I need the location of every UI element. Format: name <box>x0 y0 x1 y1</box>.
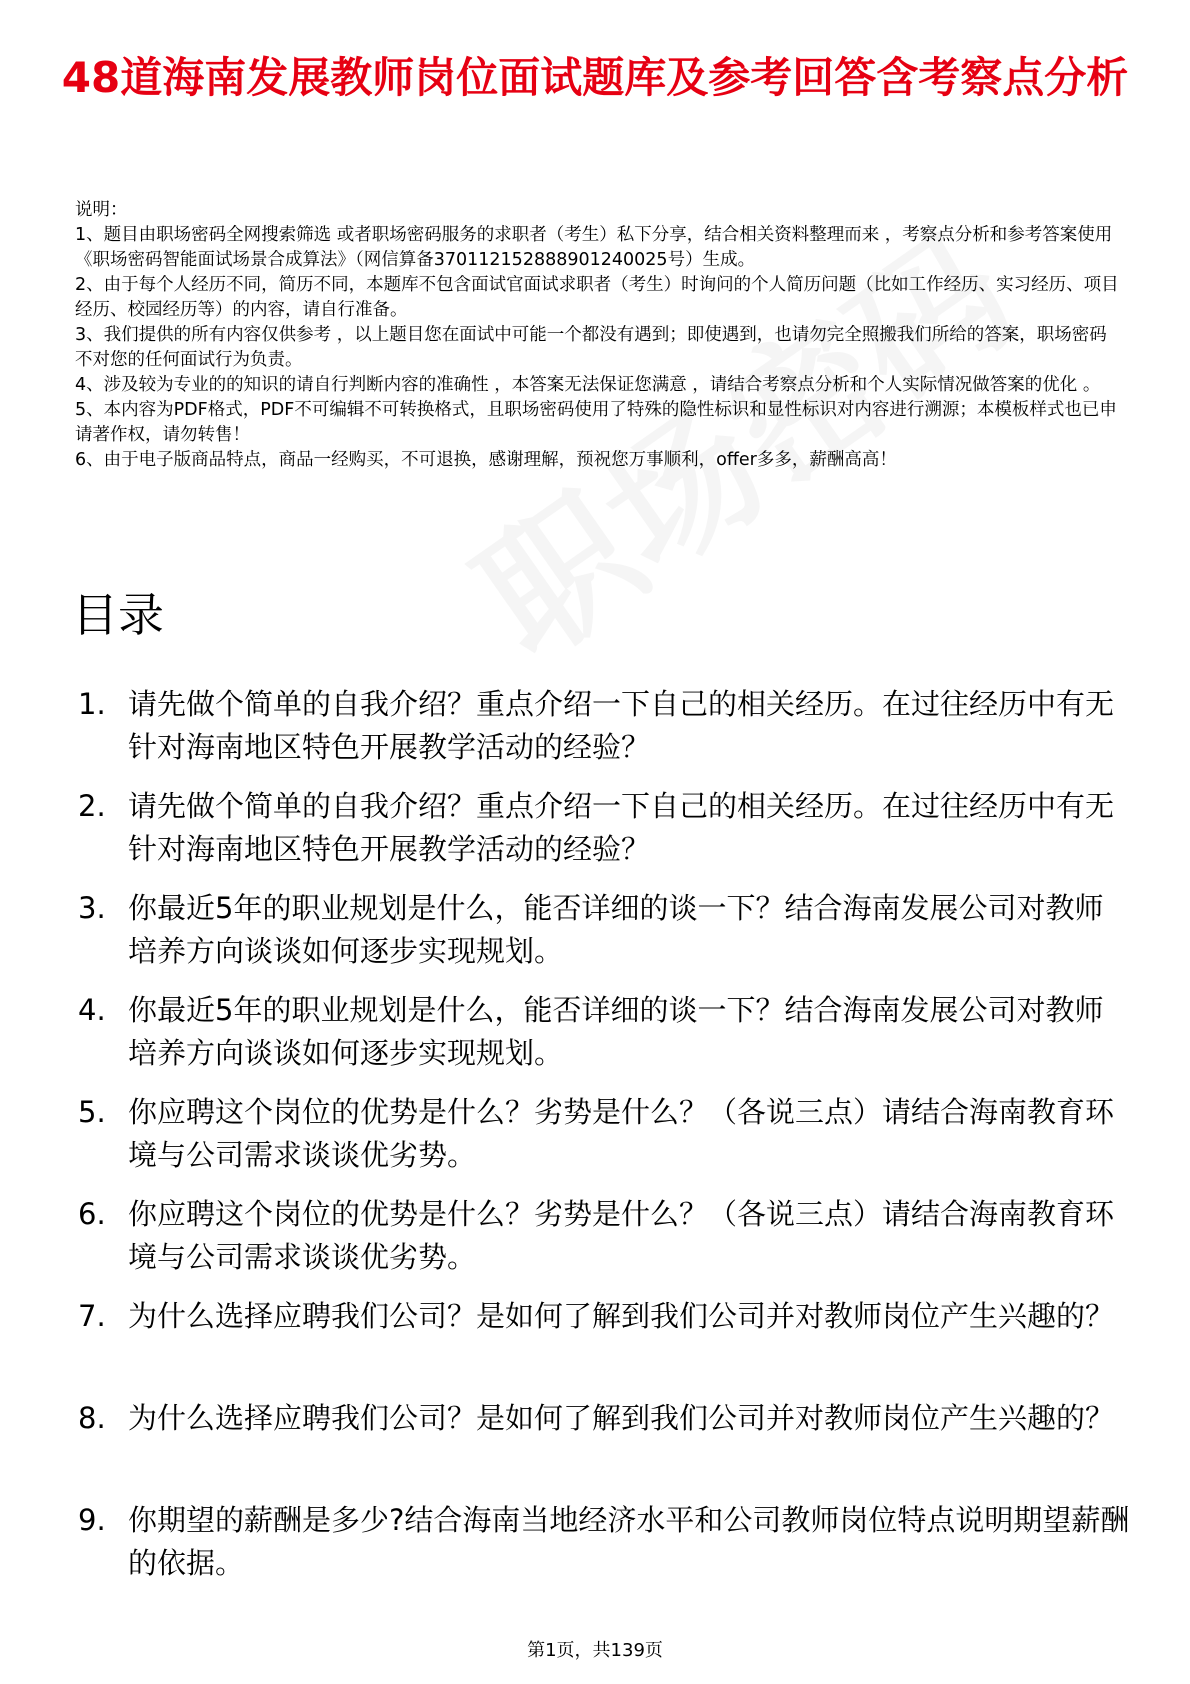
toc-item[interactable] <box>70 887 1130 973</box>
note-item: 2、由于每个人经历不同，简历不同，本题库不包含面试官面试求职者（考生）时询问的个人简历问题（比如工作经历、实习经历、项目经历、校园经历等）的内容，请自行准备。 <box>75 275 1119 320</box>
toc-item[interactable] <box>70 1295 1130 1381</box>
page-footer: 第1页，共139页 <box>527 1640 663 1661</box>
toc-item-text: 为什么选择应聘我们公司？是如何了解到我们公司并对教师岗位产生兴趣的？ <box>128 1299 1115 1333</box>
toc-item[interactable] <box>70 785 1130 871</box>
toc-item-text: 你应聘这个岗位的优势是什么？劣势是什么？（各说三点）请结合海南教育环境与公司需求谈谈优劣势。 <box>128 1095 1115 1172</box>
toc-item[interactable] <box>70 989 1130 1075</box>
toc-item-text: 你最近5年的职业规划是什么，能否详细的谈一下？结合海南发展公司对教师培养方向谈谈如何逐步实现规划。 <box>128 891 1104 968</box>
toc-item[interactable] <box>70 683 1130 769</box>
toc-item[interactable] <box>70 1397 1130 1483</box>
toc-item-number: 1. <box>78 687 106 721</box>
notes-section <box>75 198 1120 473</box>
note-item: 1、题目由职场密码全网搜索筛选 或者职场密码服务的求职者（考生）私下分享，结合相关资料整理而来 ，考察点分析和参考答案使用《职场密码智能面试场景合成算法》（网信算备370112152888901240025号）生成。 <box>75 225 1113 270</box>
toc-item-number: 9. <box>78 1503 106 1537</box>
toc-item[interactable] <box>70 1499 1130 1585</box>
note-item: 3、我们提供的所有内容仅供参考 ，以上题目您在面试中可能一个都没有遇到；即使遇到，也请勿完全照搬我们所给的答案，职场密码不对您的任何面试行为负责。 <box>75 325 1107 370</box>
toc-item-text: 你最近5年的职业规划是什么，能否详细的谈一下？结合海南发展公司对教师培养方向谈谈如何逐步实现规划。 <box>128 993 1104 1070</box>
document-title: 48道海南发展教师岗位面试题库及参考回答含考察点分析 <box>61 53 1129 102</box>
note-item: 4、涉及较为专业的的知识的请自行判断内容的准确性 ，本答案无法保证您满意 ，请结合考察点分析和个人实际情况做答案的优化 。 <box>75 375 1101 395</box>
toc-item-number: 7. <box>78 1299 106 1333</box>
toc-item-text: 为什么选择应聘我们公司？是如何了解到我们公司并对教师岗位产生兴趣的？ <box>128 1401 1115 1435</box>
note-item: 5、本内容为PDF格式，PDF不可编辑不可转换格式，且职场密码使用了特殊的隐性标识和显性标识对内容进行溯源；本模板样式也已申请著作权，请勿转售！ <box>75 400 1117 445</box>
toc-item-number: 3. <box>78 891 106 925</box>
toc-item[interactable] <box>70 1091 1130 1177</box>
toc-item-number: 8. <box>78 1401 106 1435</box>
note-item: 6、由于电子版商品特点，商品一经购买，不可退换，感谢理解，预祝您万事顺利，offer多多，薪酬高高！ <box>75 450 897 470</box>
toc-item-number: 2. <box>78 789 106 823</box>
toc-item-text: 你应聘这个岗位的优势是什么？劣势是什么？（各说三点）请结合海南教育环境与公司需求谈谈优劣势。 <box>128 1197 1115 1274</box>
toc-item-number: 5. <box>78 1095 106 1129</box>
toc-item[interactable] <box>70 1193 1130 1279</box>
toc-heading: 目录 <box>72 588 164 642</box>
toc-item-text: 你期望的薪酬是多少?结合海南当地经济水平和公司教师岗位特点说明期望薪酬的依据。 <box>128 1503 1130 1580</box>
table-of-contents <box>70 683 1130 1601</box>
toc-item-text: 请先做个简单的自我介绍？重点介绍一下自己的相关经历。在过往经历中有无针对海南地区特色开展教学活动的经验？ <box>128 789 1115 866</box>
toc-item-number: 6. <box>78 1197 106 1231</box>
notes-heading: 说明： <box>75 200 128 220</box>
toc-item-text: 请先做个简单的自我介绍？重点介绍一下自己的相关经历。在过往经历中有无针对海南地区特色开展教学活动的经验？ <box>128 687 1115 764</box>
toc-item-number: 4. <box>78 993 106 1027</box>
